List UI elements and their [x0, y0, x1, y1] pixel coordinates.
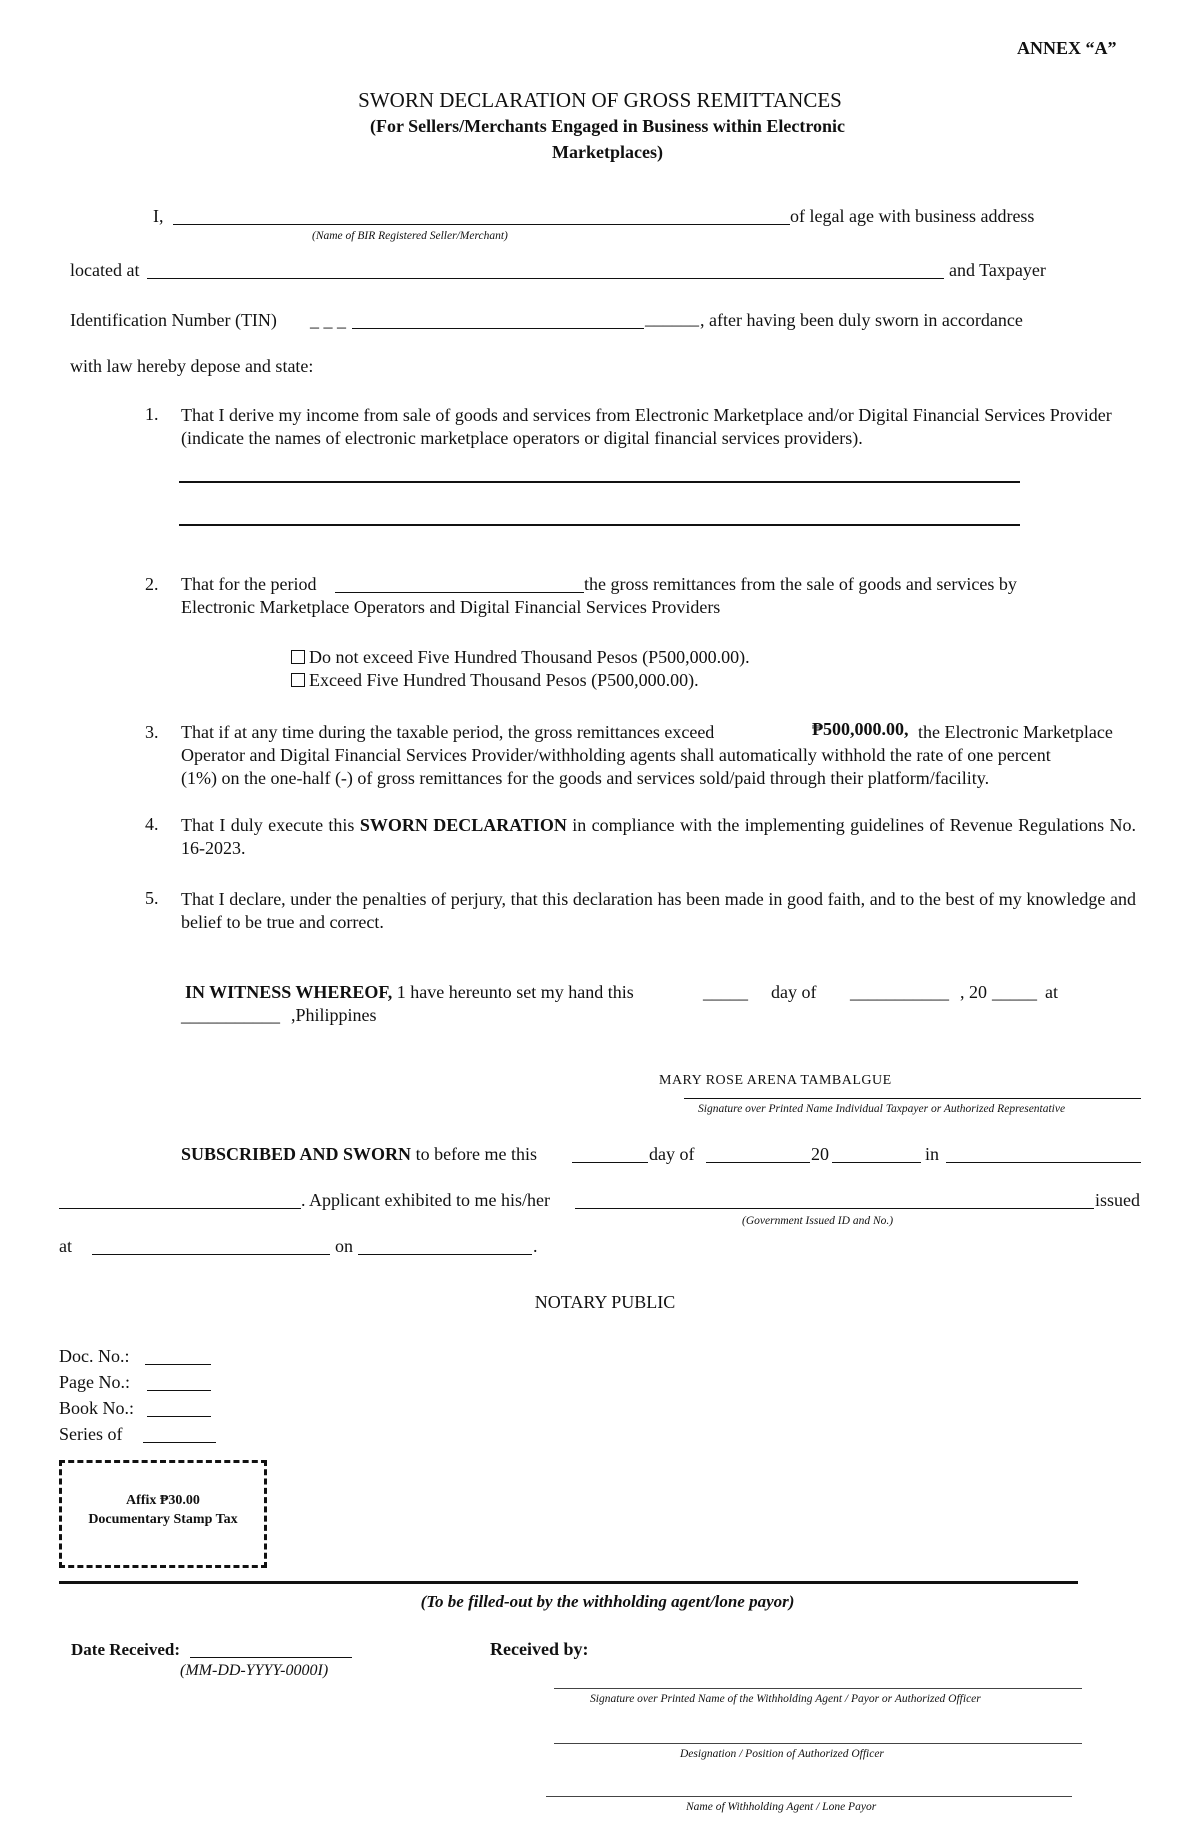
item-3-line1-a: That if at any time during the taxable period, the gross remittances exceed	[181, 722, 715, 742]
item-4-text-bold: SWORN DECLARATION	[359, 815, 567, 835]
intro-legal-age: of legal age with business address	[790, 206, 1035, 226]
item-3-number: 3.	[145, 722, 159, 742]
subscribed-applicant: . Applicant exhibited to me his/her	[301, 1190, 550, 1210]
date-received-label: Date Received:	[71, 1640, 181, 1659]
agent-name-line[interactable]	[546, 1796, 1072, 1797]
item-2-line2: Electronic Marketplace Operators and Digital Financial Services Providers	[181, 597, 721, 617]
witness-day-of: day of	[771, 982, 817, 1002]
stamp-line-1: Affix ₱30.00	[126, 1493, 200, 1508]
subscribed-month-line[interactable]	[706, 1162, 810, 1163]
witness-year-blank[interactable]: _____	[992, 982, 1037, 1002]
designation-caption: Designation / Position of Authorized Officer	[680, 1748, 884, 1760]
item-3-line2: Operator and Digital Financial Services Provider/withholding agents shall automatically withhold the rate of one percent	[181, 745, 1051, 765]
doc-no-label: Doc. No.:	[59, 1346, 130, 1366]
document-title: SWORN DECLARATION OF GROSS REMITTANCES	[358, 88, 842, 112]
subscribed-bold: SUBSCRIBED AND SWORN	[181, 1144, 412, 1164]
subscribed-day-line[interactable]	[572, 1162, 648, 1163]
subscribed-line	[181, 1144, 537, 1165]
item-4-number: 4.	[145, 814, 159, 834]
intro-and-taxpayer: and Taxpayer	[949, 260, 1046, 280]
witness-text: 1 have hereunto set my hand this	[396, 982, 634, 1002]
platform-names-line-2[interactable]	[179, 524, 1020, 526]
intro-i: I,	[153, 206, 164, 226]
subscribed-20: 20	[811, 1144, 829, 1164]
series-line[interactable]	[143, 1442, 216, 1443]
intro-tin-label: Identification Number (TIN)	[70, 310, 277, 330]
agent-signature-line[interactable]	[554, 1688, 1082, 1689]
tin-line[interactable]	[352, 328, 644, 329]
witness-comma-20: , 20	[960, 982, 987, 1002]
subscribed-issued: issued	[1095, 1190, 1140, 1210]
section-divider	[59, 1581, 1078, 1584]
date-format-caption: (MM-DD-YYYY-0000I)	[180, 1662, 329, 1679]
item-2-line1-a: That for the period	[181, 574, 317, 594]
subscribed-period: .	[533, 1236, 538, 1256]
item-3-line1-b: the Electronic Marketplace	[918, 722, 1113, 742]
item-2-number: 2.	[145, 574, 159, 594]
item-2-line1-b: the gross remittances from the sale of goods and services by	[584, 574, 1017, 594]
option-not-exceed[interactable]	[291, 647, 750, 668]
item-4-text-b: in compliance with the implementing guidelines of Revenue Regulations No. 16-2023.	[181, 815, 1136, 858]
platform-names-line-1[interactable]	[179, 481, 1020, 483]
option-not-exceed-label: Do not exceed Five Hundred Thousand Pesos (P500,000.00).	[309, 647, 750, 667]
subscribed-on: on	[335, 1236, 353, 1256]
intro-sworn: , after having been duly sworn in accordance	[700, 310, 1023, 330]
page-no-line[interactable]	[147, 1390, 211, 1391]
issued-at-line[interactable]	[92, 1254, 330, 1255]
document-subtitle-1: (For Sellers/Merchants Engaged in Business within Electronic	[369, 116, 845, 136]
subscribed-place-line[interactable]	[946, 1162, 1141, 1163]
stamp-line-2: Documentary Stamp Tax	[88, 1512, 238, 1527]
subscribed-year-line[interactable]	[832, 1162, 921, 1163]
signatory-name: MARY ROSE ARENA TAMBALGUE	[659, 1073, 892, 1088]
received-by-label: Received by:	[490, 1639, 589, 1659]
witness-month-blank[interactable]: ___________	[850, 982, 949, 1002]
book-no-label: Book No.:	[59, 1398, 135, 1418]
subscribed-at: at	[59, 1236, 72, 1256]
witness-philippines: ,Philippines	[291, 1005, 377, 1025]
notary-title: NOTARY PUBLIC	[534, 1292, 676, 1312]
witness-at: at	[1045, 982, 1058, 1002]
subscribed-text: to before me this	[415, 1144, 538, 1164]
signatory-caption: Signature over Printed Name Individual Taxpayer or Authorized Representative	[698, 1103, 1066, 1115]
item-4-text	[181, 814, 1136, 860]
seller-name-caption: (Name of BIR Registered Seller/Merchant)	[312, 230, 508, 242]
seller-name-line[interactable]	[173, 224, 790, 225]
witness-day-blank[interactable]: _____	[703, 982, 748, 1002]
government-id-line[interactable]	[575, 1208, 1094, 1209]
item-1-number: 1.	[145, 404, 159, 424]
item-1-text: That I derive my income from sale of goods and services from Electronic Marketplace and/or Digital Financial Services Provider (indicate the names of electronic marketplace operators or digital financial services providers).	[181, 405, 1112, 448]
item-5-number: 5.	[145, 888, 159, 908]
subscribed-in: in	[925, 1144, 940, 1164]
checkbox-not-exceed[interactable]	[291, 650, 305, 664]
issued-on-line[interactable]	[358, 1254, 532, 1255]
designation-line[interactable]	[554, 1743, 1082, 1744]
tin-prefix: _ _ _	[310, 310, 346, 330]
item-4-text-a: That I duly execute this	[181, 815, 355, 835]
book-no-line[interactable]	[147, 1416, 211, 1417]
tin-suffix: ______	[645, 308, 699, 328]
witness-place-blank[interactable]: ___________	[181, 1005, 280, 1025]
intro-depose: with law hereby depose and state:	[70, 356, 314, 376]
option-exceed-label: Exceed Five Hundred Thousand Pesos (P500,000.00).	[309, 670, 699, 690]
page-no-label: Page No.:	[59, 1372, 130, 1392]
annex-label: ANNEX “A”	[1017, 38, 1117, 58]
business-address-line[interactable]	[147, 278, 944, 279]
item-5-text: That I declare, under the penalties of perjury, that this declaration has been made in good faith, and to the best of my knowledge and belief to be true and correct.	[181, 889, 1136, 932]
agent-header: (To be filled-out by the withholding agent/lone payor)	[420, 1592, 795, 1611]
checkbox-exceed[interactable]	[291, 673, 305, 687]
option-exceed[interactable]	[291, 670, 699, 691]
doc-no-line[interactable]	[145, 1364, 211, 1365]
item-3-amount: ₱500,000.00,	[812, 719, 909, 739]
witness-bold: IN WITNESS WHEREOF,	[185, 982, 393, 1002]
signatory-signature-line[interactable]	[684, 1098, 1141, 1099]
agent-name-caption: Name of Withholding Agent / Lone Payor	[686, 1801, 877, 1813]
applicant-name-line[interactable]	[59, 1208, 301, 1209]
witness-line	[185, 982, 634, 1003]
agent-signature-caption: Signature over Printed Name of the Withholding Agent / Payor or Authorized Officer	[590, 1693, 981, 1705]
documentary-stamp-box	[59, 1460, 267, 1568]
period-line[interactable]	[335, 592, 584, 593]
government-id-caption: (Government Issued ID and No.)	[742, 1215, 894, 1227]
subscribed-day-of: day of	[649, 1144, 695, 1164]
document-subtitle-2: Marketplaces)	[552, 142, 663, 162]
intro-located-at: located at	[70, 260, 140, 280]
item-3-line3: (1%) on the one-half (-) of gross remittances for the goods and services sold/paid through their platform/facility.	[181, 768, 990, 788]
date-received-line[interactable]	[190, 1657, 352, 1658]
series-label: Series of	[59, 1424, 123, 1444]
